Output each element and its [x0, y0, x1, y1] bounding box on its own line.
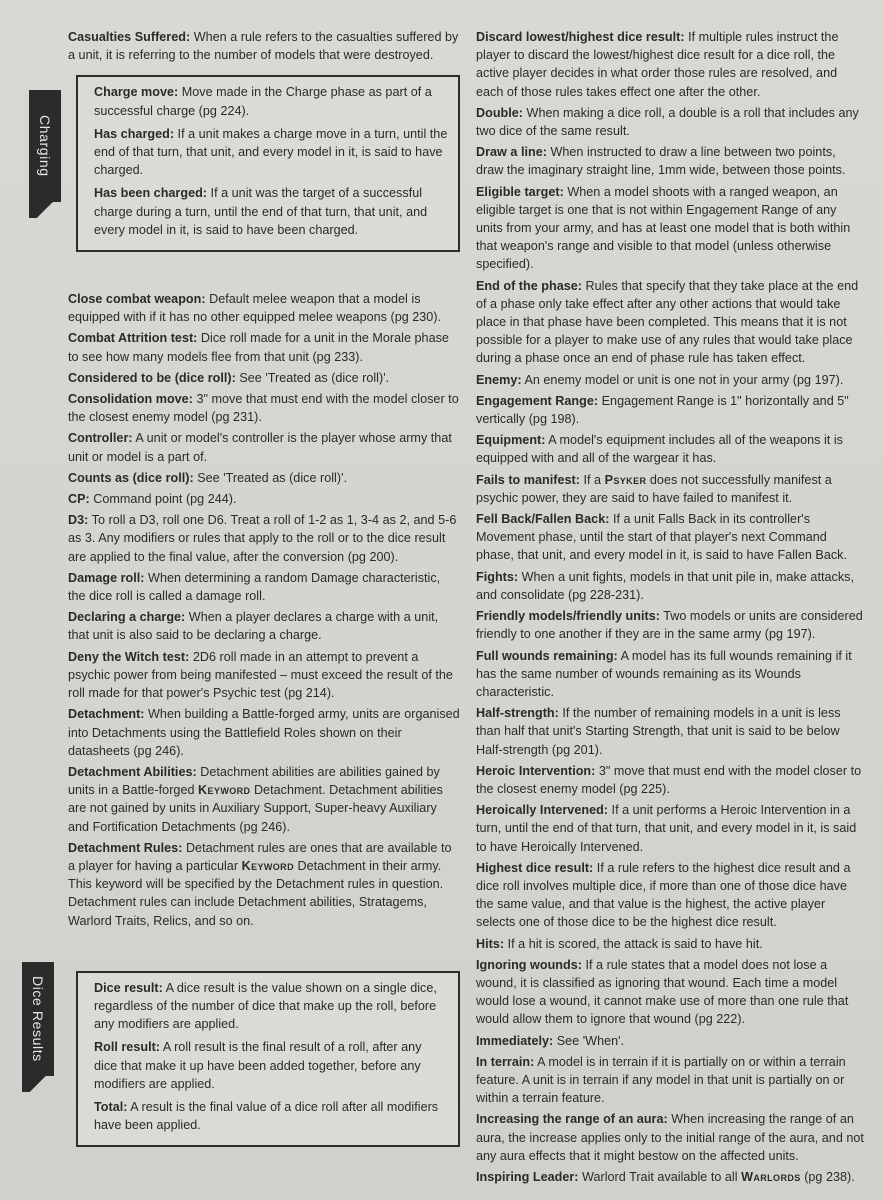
glossary-entry: Fell Back/Fallen Back: If a unit Falls Back in its controller's Movement phase, until the start of that player's next Command phase, that unit, and every model in it, is said to have Fallen Back. — [476, 512, 848, 563]
glossary-entry: Double: When making a dice roll, a double is a roll that includes any two dice of the same result. — [476, 105, 859, 139]
glossary-entry: Consolidation move: 3" move that must end with the model closer to the closest enemy model (pg 231). — [68, 392, 459, 425]
glossary-entry: Heroically Intervened: If a unit performs a Heroic Intervention in a turn, until the end of that turn, that unit, and every model in it, is said to have Heroically Intervened. — [476, 803, 857, 854]
glossary-entry: Enemy: An enemy model or unit is one not in your army (pg 197). — [476, 372, 844, 387]
glossary-entry: Engagement Range: Engagement Range is 1" horizontally and 5" vertically (pg 198). — [476, 393, 849, 427]
glossary-entry: Discard lowest/highest dice result: If multiple rules instruct the player to discard the lowest/highest dice result for a dice roll, the active player decides in what order those rules are resolved, and each of those rules takes effect one after the other. — [476, 30, 839, 99]
glossary-entry: Heroic Intervention: 3" move that must end with the model closer to the closest enemy model (pg 225). — [476, 763, 862, 796]
glossary-entry: Dice result: A dice result is the value shown on a single dice, regardless of the number of dice that make up the roll, before any modifiers are applied. — [94, 980, 437, 1032]
glossary-entry: Declaring a charge: When a player declares a charge with a unit, that unit is also said to be declaring a charge. — [68, 610, 439, 643]
glossary-entry: CP: Command point (pg 244). — [68, 492, 237, 507]
dice-results-section-tab — [22, 962, 54, 1076]
glossary-entry: Full wounds remaining: A model has its full wounds remaining if it has the same number of wounds remaining as its Wounds characteristic. — [476, 648, 852, 699]
glossary-entry-detachment-rules: Detachment Rules: Detachment rules are ones that are available to a player for having a particular Keyword Detachment in their army. This keyword will be specified by the Detachment rules in question. Detachment rules can include Detachment abilities, Stratagems, Warlord Traits, Relics, and so on. — [68, 840, 452, 928]
glossary-entry: D3: To roll a D3, roll one D6. Treat a roll of 1-2 as 1, 3-4 as 2, and 5-6 as 3. Any modifiers or rules that apply to the roll or to the dice result are applied to the final value, after the conversion (pg 200). — [68, 513, 457, 564]
glossary-entry: Roll result: A roll result is the final result of a roll, after any dice that make it up have been added together, before any modifiers are applied. — [94, 1040, 422, 1091]
glossary-entry: Damage roll: When determining a random Damage characteristic, the dice roll is called a damage roll. — [68, 570, 441, 604]
glossary-entry: Ignoring wounds: If a rule states that a model does not lose a wound, it is classified as ignoring that wound. Each time a model would lose a wound, it cannot make use of more than one rule that would allow them to ignore that wound (pg 222). — [476, 957, 849, 1027]
glossary-entry: Has been charged: If a unit was the target of a successful charge during a turn, until the end of that turn, that unit, and every model in it, is said to have been charged. — [94, 186, 428, 237]
glossary-entry: Draw a line: When instructed to draw a line between two points, draw the imaginary straight line, 1mm wide, between those points. — [476, 145, 846, 178]
glossary-entry: Friendly models/friendly units: Two models or units are considered friendly to one another if they are in the same army (pg 197). — [476, 609, 863, 642]
glossary-entry-fails-to-manifest: Fails to manifest: If a Psyker does not successfully manifest a psychic power, they are said to have failed to manifest it. — [476, 472, 832, 505]
glossary-entry: End of the phase: Rules that specify that they take place at the end of a phase only take effect after any other actions that would take place in that phase have been completed. This means that it is not possible for a player to make use of any rules that would take place during a phase once an end of phase rule has taken effect. — [476, 278, 859, 366]
glossary-entry: Combat Attrition test: Dice roll made for a unit in the Morale phase to see how many models flee from that unit (pg 233). — [68, 331, 449, 364]
left-column — [68, 28, 460, 1147]
charging-section-tab — [29, 90, 61, 202]
glossary-entry: Total: A result is the final value of a dice roll after all modifiers have been applied. — [94, 1099, 439, 1133]
glossary-entry: Half-strength: If the number of remaining models in a unit is less than half that unit's Starting Strength, that unit is said to be below Half-strength (pg 201). — [476, 706, 841, 757]
dice-results-definitions-box — [76, 971, 460, 1148]
glossary-entry-inspiring-leader: Inspiring Leader: Warlord Trait available to all Warlords (pg 238). — [476, 1169, 855, 1184]
glossary-entry: Controller: A unit or model's controller is the player whose army that unit or model is a part of. — [68, 431, 452, 464]
charging-tab-label: Charging — [37, 115, 53, 177]
glossary-entry: Immediately: See 'When'. — [476, 1033, 625, 1048]
glossary-entry: Detachment: When building a Battle-forged army, units are organised into Detachments using the Battlefield Roles shown on their datasheets (pg 246). — [68, 707, 460, 758]
glossary-entry: Counts as (dice roll): See 'Treated as (dice roll)'. — [68, 470, 348, 485]
glossary-entry: Close combat weapon: Default melee weapon that a model is equipped with if it has no other equipped melee weapons (pg 230). — [68, 292, 442, 325]
glossary-entry: Charge move: Move made in the Charge phase as part of a successful charge (pg 224). — [94, 85, 432, 118]
glossary-entry: Considered to be (dice roll): See 'Treated as (dice roll)'. — [68, 370, 390, 385]
glossary-entry: Deny the Witch test: 2D6 roll made in an attempt to prevent a psychic power from being manifested – must exceed the result of the roll made for that power's Psychic test (pg 214). — [68, 649, 453, 701]
glossary-entry: Equipment: A model's equipment includes all of the weapons it is equipped with and all of the wargear it has. — [476, 433, 843, 466]
glossary-entry: Hits: If a hit is scored, the attack is said to have hit. — [476, 936, 763, 951]
glossary-entry-casualties: Casualties Suffered: When a rule refers to the casualties suffered by a unit, it is referring to the number of models that were destroyed. — [68, 30, 459, 63]
dice-results-tab-label: Dice Results — [30, 976, 46, 1062]
charging-definitions-box — [76, 75, 460, 252]
glossary-entry-detachment-abilities: Detachment Abilities: Detachment abilities are abilities gained by units in a Battle-forged Keyword Detachment. Detachment abilities are not gained by units in Auxiliary Support, Super-heavy Auxiliary and Fortification Detachments (pg 246). — [68, 764, 443, 834]
glossary-entry: Increasing the range of an aura: When increasing the range of an aura, the increase applies only to the initial range of the aura, and not any aura effects that it might bestow on the affected units. — [476, 1112, 864, 1163]
glossary-entry: Has charged: If a unit makes a charge move in a turn, until the end of that turn, that unit, and every model in it, is said to have charged. — [94, 126, 448, 178]
glossary-entry: In terrain: A model is in terrain if it is partially on or within a terrain feature. A unit is in terrain if any model in that unit is partially on or within a terrain feature. — [476, 1054, 846, 1106]
glossary-entry: Highest dice result: If a rule refers to the highest dice result and a dice roll involves multiple dice, if more than one of those dice have the same value, and that value is the highest, the active player selects one of those dice to be the highest dice result. — [476, 860, 851, 930]
glossary-entry: Eligible target: When a model shoots with a ranged weapon, an eligible target is one that is not within Engagement Range of any units from your army, and has at least one model that is both within that weapon's range and visible to that model (unless otherwise specified). — [476, 184, 851, 272]
glossary-entry: Fights: When a unit fights, models in that unit pile in, make attacks, and consolidate (pg 228-231). — [476, 569, 854, 602]
right-column — [476, 28, 864, 1189]
